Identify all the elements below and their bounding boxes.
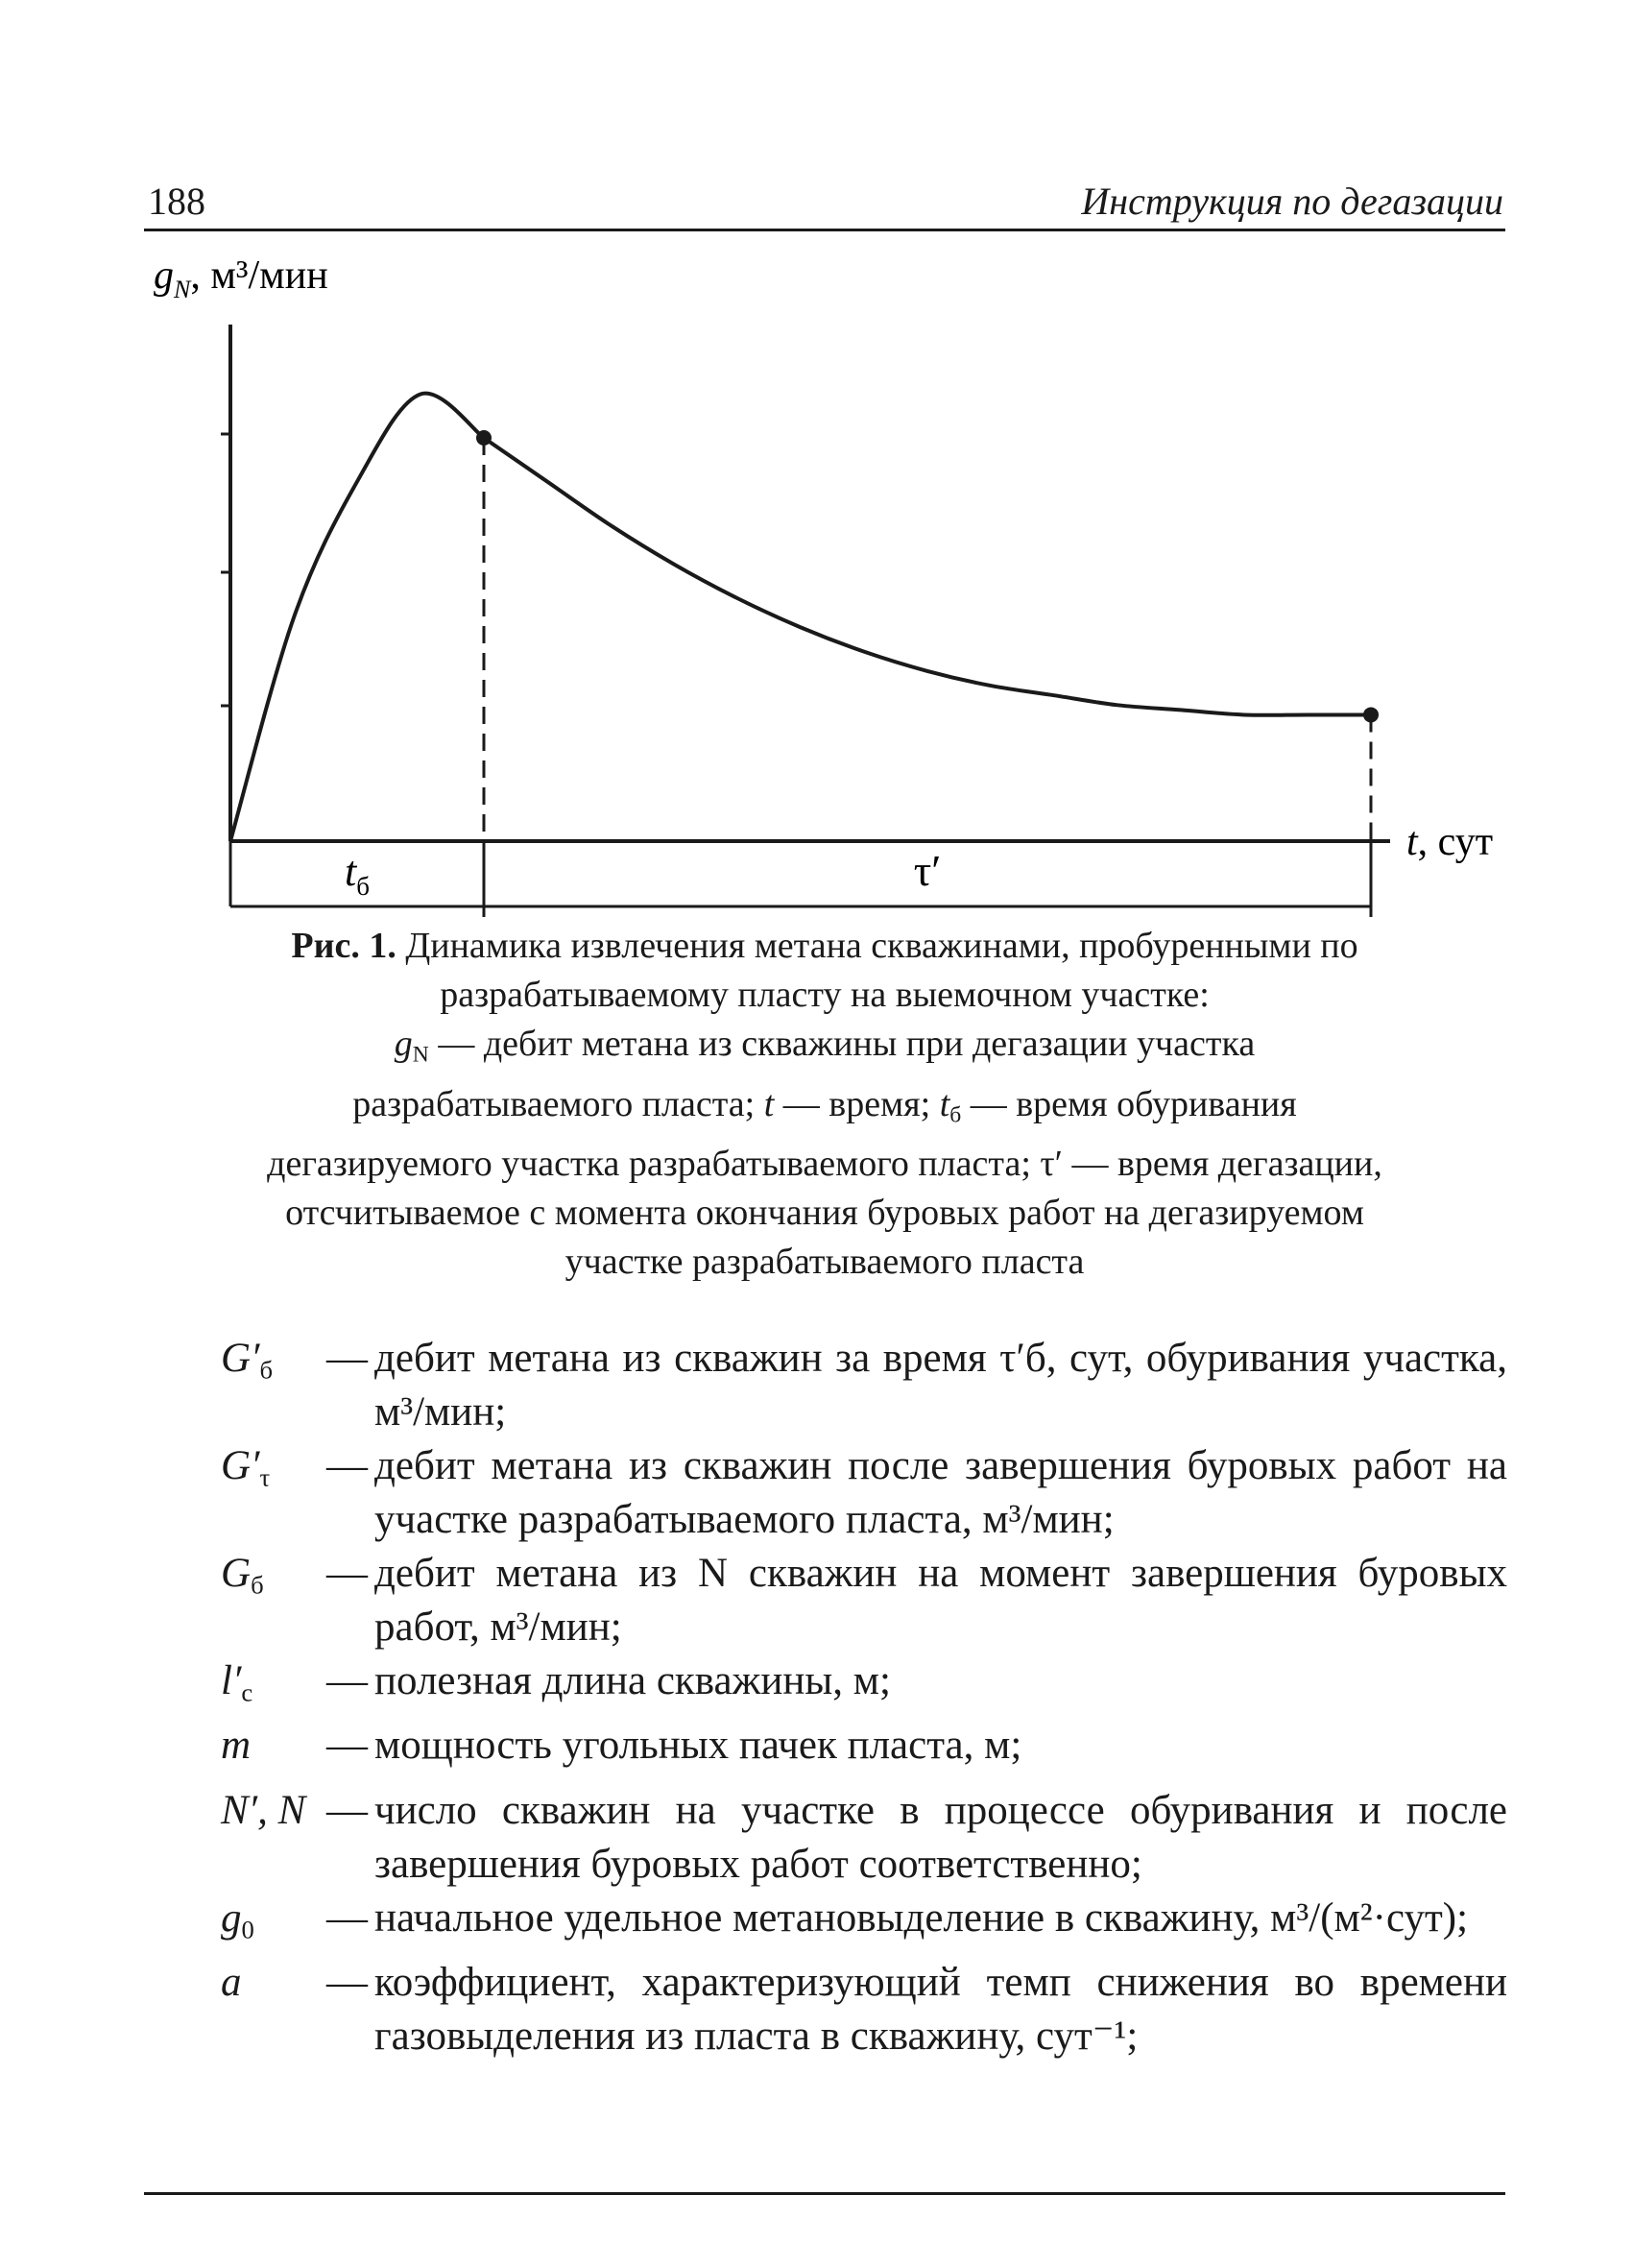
methane-flow-chart	[0, 0, 1633, 922]
definition-dash: —	[326, 1443, 368, 1488]
definition-text: дебит метана из скважин за время τ′б, сут, обуривания участка, м³/мин;	[374, 1336, 1507, 1435]
caption-line: участке разрабатываемого пласта	[564, 1242, 1085, 1283]
definition-dash: —	[326, 1894, 368, 1941]
caption-line: Рис. 1. Динамика извлечения метана скважинами, пробуренными по	[291, 926, 1358, 966]
definition-dash: —	[326, 1658, 368, 1703]
definition-row	[221, 1332, 1507, 1439]
definition-text: коэффициент, характеризующий темп снижения во времени газовыделения из пласта в скважину, сут⁻¹;	[374, 1960, 1507, 2060]
definition-row	[221, 1719, 1507, 1783]
figure-caption	[144, 922, 1505, 1287]
definition-row	[221, 1784, 1507, 1892]
definition-symbol: $G'_б$	[221, 1336, 274, 1385]
definition-symbol: $G_б$	[221, 1551, 264, 1600]
definition-text: дебит метана из скважин после завершения буровых работ на участке разрабатываемого пласта, м³/мин;	[374, 1443, 1507, 1542]
definition-text: полезная длина скважины, м;	[374, 1658, 891, 1703]
caption-line: $g_N$ — дебит метана из скважины при дегазации участка	[394, 1024, 1256, 1068]
definition-dash: —	[326, 1960, 368, 2006]
definition-row	[221, 1654, 1507, 1719]
definition-symbol: $G'_\tau$	[221, 1443, 271, 1492]
definition-row	[221, 1547, 1507, 1654]
interval-label-tb: $t_б$	[345, 848, 370, 901]
page-number: 188	[148, 180, 205, 223]
definitions-list	[221, 1332, 1507, 2063]
caption-line: разрабатываемому пласту на выемочном участке:	[440, 975, 1210, 1015]
x-axis-label: t, сут	[1406, 820, 1494, 864]
end-point	[1363, 707, 1379, 722]
peak-point	[476, 430, 492, 446]
definition-symbol: $l'_с$	[221, 1658, 253, 1707]
caption-line: отсчитываемое с момента окончания буровых работ на дегазируемом	[285, 1193, 1364, 1234]
definition-dash: —	[326, 1336, 368, 1381]
definition-symbol: N′, N	[221, 1787, 306, 1833]
definition-symbol: a	[221, 1960, 242, 2006]
definition-text: мощность угольных пачек пласта, м;	[374, 1723, 1022, 1769]
definition-dash: —	[326, 1723, 368, 1769]
definition-text: дебит метана из N скважин на момент завершения буровых работ, м³/мин;	[374, 1551, 1507, 1650]
definition-row	[221, 1956, 1507, 2063]
definition-dash: —	[326, 1787, 368, 1833]
definition-dash: —	[326, 1551, 368, 1596]
definition-row	[221, 1439, 1507, 1547]
footer-rule	[144, 2192, 1505, 2195]
running-title: Инструкция по дегазации	[1081, 180, 1503, 223]
definition-text: число скважин на участке в процессе обуривания и после завершения буровых работ соответственно;	[374, 1787, 1507, 1887]
definition-symbol: $g_0$	[221, 1894, 254, 1944]
definition-text: начальное удельное метановыделение в скважину, м³/(м²·сут);	[374, 1894, 1469, 1941]
caption-line: разрабатываемого пласта; t — время; $t_б$ — время обуривания	[352, 1083, 1297, 1128]
definition-symbol: m	[221, 1723, 252, 1769]
definition-row	[221, 1892, 1507, 1956]
interval-label-tau: τ′	[913, 846, 942, 895]
methane-flow-curve	[230, 394, 1371, 841]
y-axis-label: $g_N$, м³/мин	[154, 253, 328, 303]
caption-line: дегазируемого участка разрабатываемого пласта; τ′ — время дегазации,	[267, 1144, 1382, 1185]
